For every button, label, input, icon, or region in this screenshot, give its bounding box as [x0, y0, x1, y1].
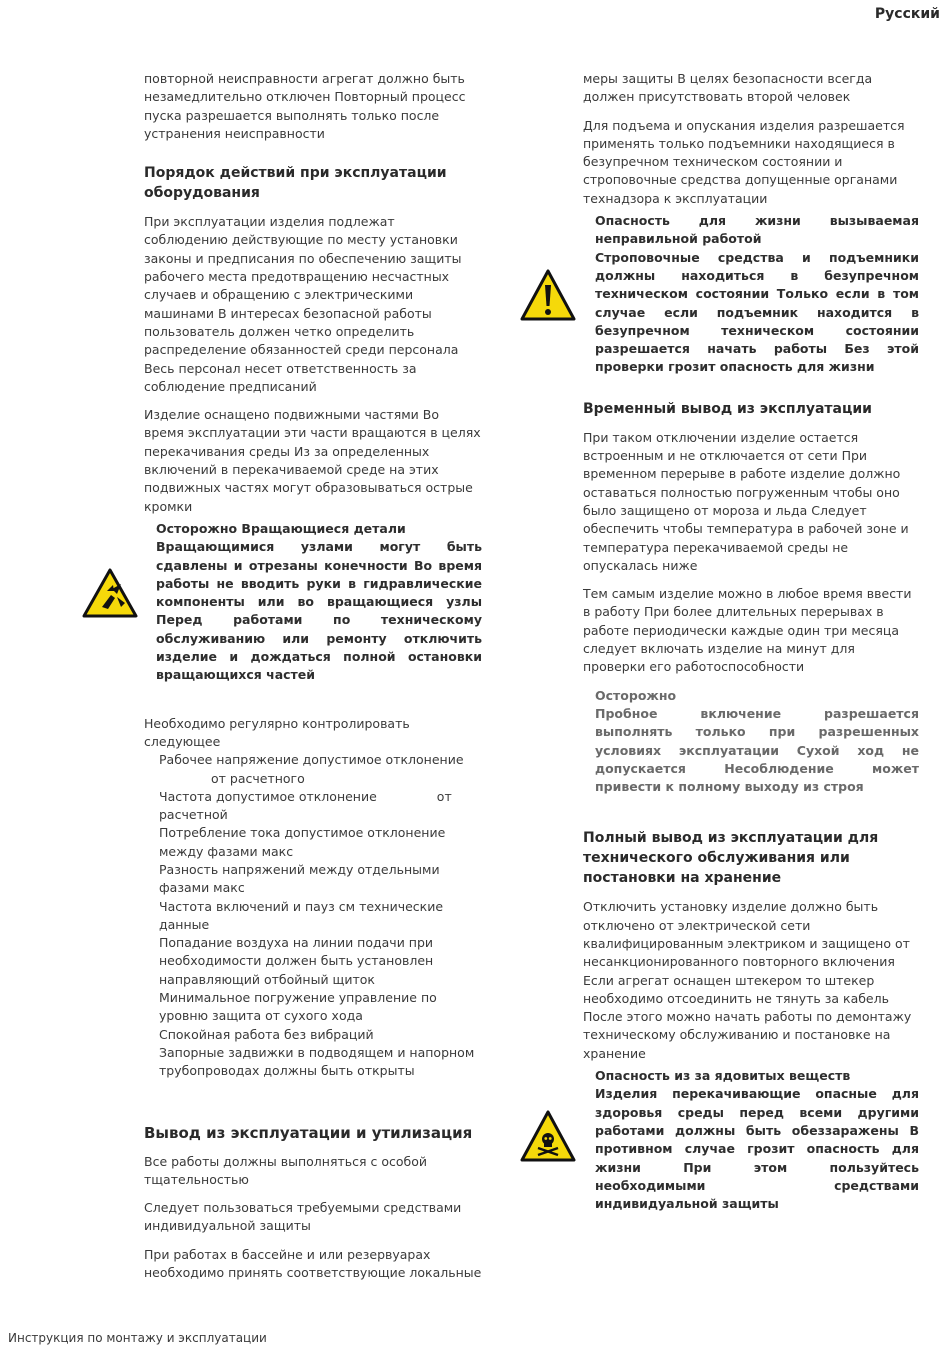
list-item: Частота допустимое отклонение от расчетной	[159, 788, 452, 823]
warning-title: Опасность для жизни вызываемая неправильной работой	[595, 213, 919, 247]
paragraph-check: Необходимо регулярно контролировать следующее	[144, 715, 410, 749]
left-column	[144, 70, 482, 1292]
language-label: Русский	[874, 6, 940, 22]
warning-title: Опасность из за ядовитых веществ	[595, 1068, 851, 1084]
footer-text: Инструкция по монтажу и эксплуатации	[8, 1331, 267, 1345]
list-item: Частота включений и пауз см технические данные	[159, 898, 444, 932]
warning-text: Вращающимися узлами могут быть сдавлены и отрезаны конечности Во время работы не вводить руки в гидравлические компоненты или во вращающиеся узлы Перед работами по техническому обслуживанию или ремонту отключить изделие и дождаться полной остановки вращающихся частей	[156, 539, 482, 683]
paragraph-operation: При эксплуатации изделия подлежат соблюдению действующие по месту установки законы и предписания по обеспечению защиты рабочего места предотвращению несчастных случаев и обращению с электрическими машинами В интересах безопасной работы пользователь должен четко определить распределение обязанностей среди персонала Весь персонал несет ответственность за соблюдение предписаний	[144, 214, 462, 394]
heading-decommission: Вывод из эксплуатации и утилизация	[144, 1123, 473, 1142]
paragraph-lifting: Для подъема и опускания изделия разрешается применять только подъемники находящиеся в безупречном техническом состоянии и строповочные средства допущенные органами технадзора к эксплуатации	[583, 117, 905, 206]
warning-toxic	[583, 1067, 919, 1213]
list-item: Попадание воздуха на линии подачи при необходимости должен быть установлен направляющий отбойный щиток	[159, 935, 434, 987]
list-item: Минимальное погружение управление по уровню защита от сухого хода	[159, 990, 437, 1024]
list-item: Спокойная работа без вибраций	[159, 1026, 374, 1042]
warning-rotating-parts	[144, 520, 482, 685]
paragraph-care: Все работы должны выполняться с особой тщательностью	[144, 1153, 427, 1187]
heading-full-decommission: Полный вывод из эксплуатации для технического обслуживания или постановки на хранение	[583, 830, 879, 887]
list-item: Рабочее напряжение допустимое отклонение от расчетного	[159, 752, 464, 786]
general-warning-icon	[519, 268, 577, 322]
warning-text: Пробное включение разрешается выполнять только при разрешенных условиях эксплуатации Сухой ход не допускается Несоблюдение может привести к полному выходу из строя	[595, 705, 919, 795]
heading-temporary: Временный вывод из эксплуатации	[583, 400, 872, 417]
paragraph-moving-parts: Изделие оснащено подвижными частями Во время эксплуатации эти части вращаются в целях перекачивания среды Из за определенных включений в перекачиваемой среде на этих подвижных частях могут образовываться острые кромки	[144, 407, 481, 514]
paragraph-ppe: Следует пользоваться требуемыми средствами индивидуальной защиты	[144, 1200, 462, 1234]
warning-text: Изделия перекачивающие опасные для здоровья среды перед всеми другими работами должны быть обеззаражены В противном случае грозит опасность для жизни При этом пользуйтесь необходимыми средствами индивидуальной защиты	[595, 1086, 919, 1212]
warning-title: Осторожно	[595, 687, 677, 703]
warning-test-run	[583, 687, 919, 797]
rotating-parts-warning-icon	[81, 567, 139, 619]
paragraph-temporary: При таком отключении изделие остается встроенным и не отключается от сети При временном перерыве в работе изделие должно оставаться полностью погруженным чтобы оно было защищено от мороза и льда Следует обеспечить чтобы температура в рабочей зоне и температура перекачиваемой среды не опускалась ниже	[583, 429, 909, 573]
check-list	[144, 751, 482, 1080]
toxic-warning-icon	[519, 1109, 577, 1163]
warning-danger-to-life	[583, 212, 919, 377]
paragraph-restart: Тем самым изделие можно в любое время ввести в работу При более длительных перерывах в работе периодически каждые один три месяца следует включать изделие на минут для проверки его работоспособности	[583, 586, 912, 675]
list-item: Потребление тока допустимое отклонение между фазами макс	[159, 825, 446, 859]
warning-title: Осторожно Вращающиеся детали	[156, 520, 406, 536]
list-item: Запорные задвижки в подводящем и напорном трубопроводах должны быть открыты	[159, 1044, 475, 1079]
right-column	[583, 70, 919, 1213]
paragraph-full-decommission: Отключить установку изделие должно быть отключено от электрической сети квалифицированным электриком и защищено от несанкционированного повторного включения Если агрегат оснащен штекером то штекер необходимо отсоединить не тянуть за кабель После этого можно начать работы по демонтажу техническому обслуживанию и постановке на хранение	[583, 899, 912, 1061]
list-item: Разность напряжений между отдельными фазами макс	[159, 861, 440, 896]
warning-text: Строповочные средства и подъемники должны находиться в безупречном техническом состоянии Только если в том случае если подъемник находится в безупречном техническом состоянии разрешается начать работы Без этой проверки грозит опасность для жизни	[595, 249, 919, 375]
paragraph-pool: При работах в бассейне и или резервуарах необходимо принять соответствующие локальные	[144, 1246, 482, 1281]
heading-operation: Порядок действий при эксплуатации оборудования	[144, 165, 447, 202]
paragraph-intro: повторной неисправности агрегат должно быть незамедлительно отключен Повторный процесс пуска разрешается выполнять только после устранения неисправности	[144, 71, 466, 141]
paragraph-measures: меры защиты В целях безопасности всегда должен присутствовать второй человек	[583, 71, 873, 105]
